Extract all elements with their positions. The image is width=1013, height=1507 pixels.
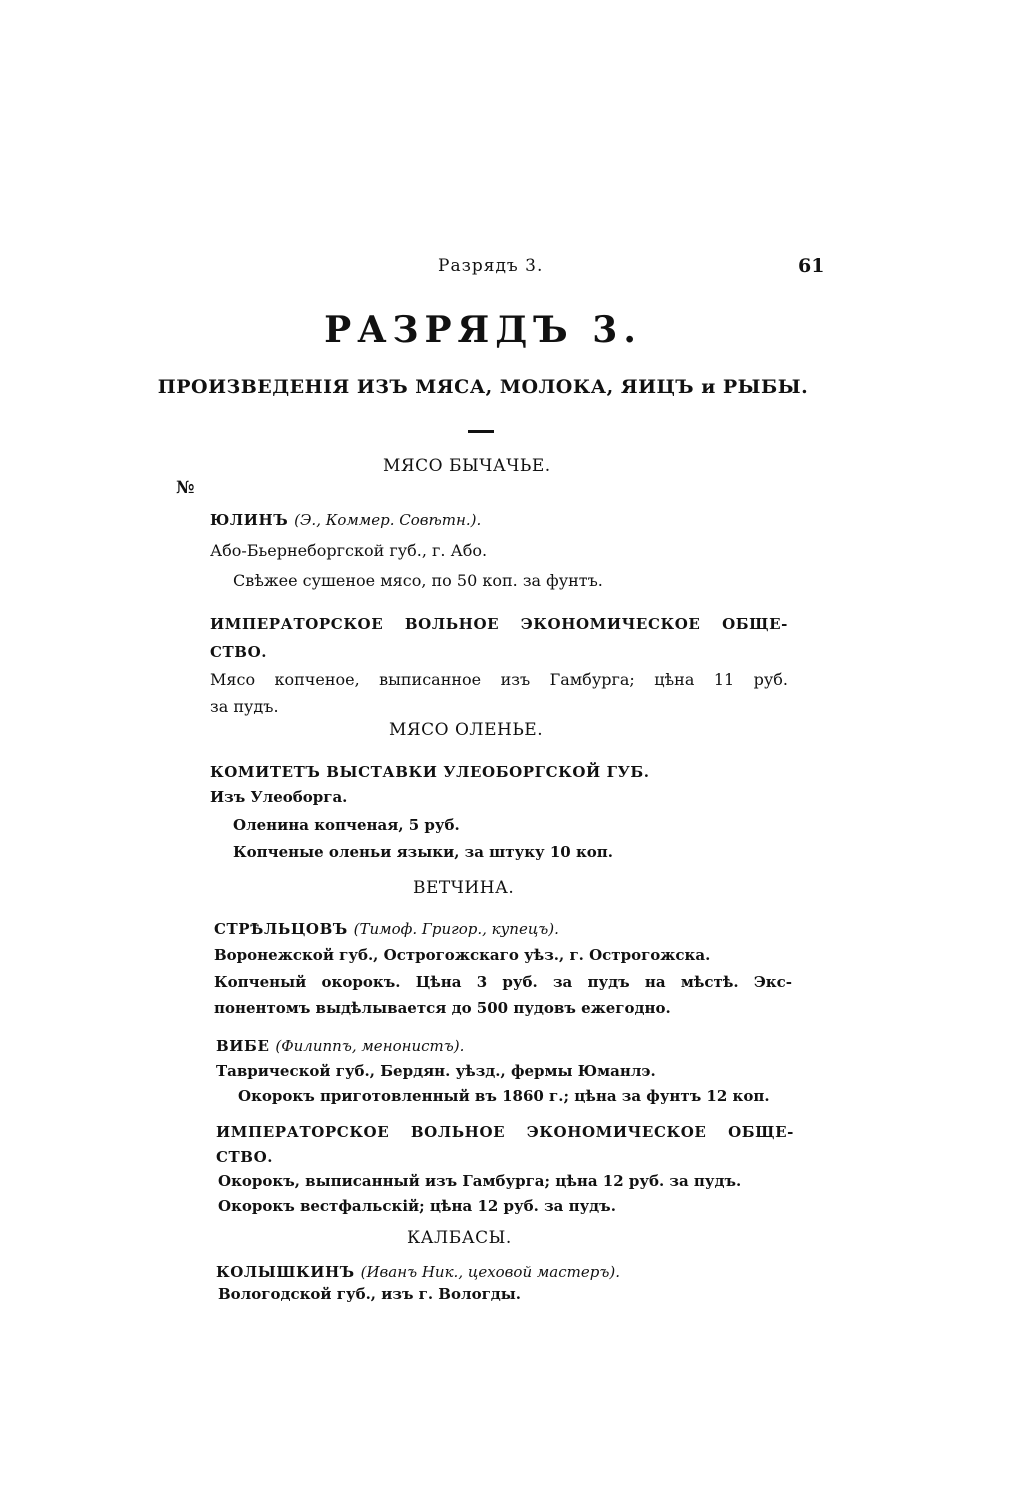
exhibitor-name-continued: СТВО. (216, 1148, 274, 1166)
number-sign: № (176, 478, 195, 498)
item-line: Свѣжее сушеное мясо, по 50 коп. за фунтъ. (233, 571, 603, 590)
exhibitor-name: ЮЛИНЪ (210, 511, 289, 529)
item-line: Окорокъ, выписанный изъ Гамбурга; цѣна 12 руб. за пудъ. (218, 1172, 742, 1190)
exhibitor-note: (Тимоф. Григор., купецъ). (353, 920, 559, 938)
section-heading: МЯСО БЫЧАЧЬЕ. (383, 456, 551, 476)
section-subtitle: ПРОИЗВЕДЕНІЯ ИЗЪ МЯСА, МОЛОКА, ЯИЦЪ и РЫБЫ. (157, 376, 809, 398)
exhibitor-place: Таврической губ., Бердян. уѣзд., фермы Юманлэ. (216, 1062, 656, 1080)
item-line: Мясо копченое, выписанное изъ Гамбурга; цѣна 11 руб. (210, 670, 788, 689)
exhibitor-note: (Э., Коммер. Совѣтн.). (294, 511, 482, 529)
exhibitor-name-continued: СТВО. (210, 643, 268, 661)
exhibitor-name: КОМИТЕТЪ ВЫСТАВКИ УЛЕОБОРГСКОЙ ГУБ. (210, 763, 650, 781)
item-line: Окорокъ приготовленный въ 1860 г.; цѣна за фунтъ 12 коп. (238, 1087, 770, 1105)
running-head: Разрядъ 3. (438, 256, 544, 276)
exhibitor-note: (Филиппъ, менонистъ). (275, 1037, 465, 1055)
exhibitor-place: Изъ Улеоборга. (210, 788, 348, 806)
item-line-continued: понентомъ выдѣлывается до 500 пудовъ ежегодно. (214, 999, 671, 1017)
exhibitor-note: (Иванъ Ник., цеховой мастеръ). (360, 1263, 620, 1281)
page-number: 61 (798, 255, 825, 277)
exhibitor-place: Або-Бьернеборгской губ., г. Або. (210, 541, 488, 560)
item-line: Копченые оленьи языки, за штуку 10 коп. (233, 843, 613, 861)
section-title: РАЗРЯДЪ 3. (324, 309, 642, 351)
exhibitor-place: Вологодской губ., изъ г. Вологды. (218, 1285, 522, 1303)
exhibitor-entry (210, 511, 481, 529)
item-line: Копченый окорокъ. Цѣна 3 руб. за пудъ на мѣстѣ. Экс- (214, 973, 792, 991)
item-line: Оленина копченая, 5 руб. (233, 816, 460, 834)
item-line: Окорокъ вестфальскій; цѣна 12 руб. за пудъ. (218, 1197, 616, 1215)
section-heading: МЯСО ОЛЕНЬЕ. (389, 720, 544, 740)
exhibitor-name: СТРѢЛЬЦОВЪ (214, 920, 348, 938)
title-divider (468, 430, 494, 433)
exhibitor-entry (214, 920, 559, 938)
item-line-continued: за пудъ. (210, 697, 279, 716)
exhibitor-name: ИМПЕРАТОРСКОЕ ВОЛЬНОЕ ЭКОНОМИЧЕСКОЕ ОБЩЕ- (210, 615, 788, 633)
section-heading: ВЕТЧИНА. (413, 878, 515, 898)
exhibitor-entry (216, 1037, 464, 1055)
section-heading: КАЛБАСЫ. (407, 1228, 512, 1248)
exhibitor-entry (216, 1263, 620, 1281)
exhibitor-name: КОЛЫШКИНЪ (216, 1263, 355, 1281)
exhibitor-place: Воронежской губ., Острогожскаго уѣз., г. Острогожска. (214, 946, 711, 964)
exhibitor-name: ВИБЕ (216, 1037, 270, 1055)
exhibitor-name: ИМПЕРАТОРСКОЕ ВОЛЬНОЕ ЭКОНОМИЧЕСКОЕ ОБЩЕ- (216, 1123, 794, 1141)
